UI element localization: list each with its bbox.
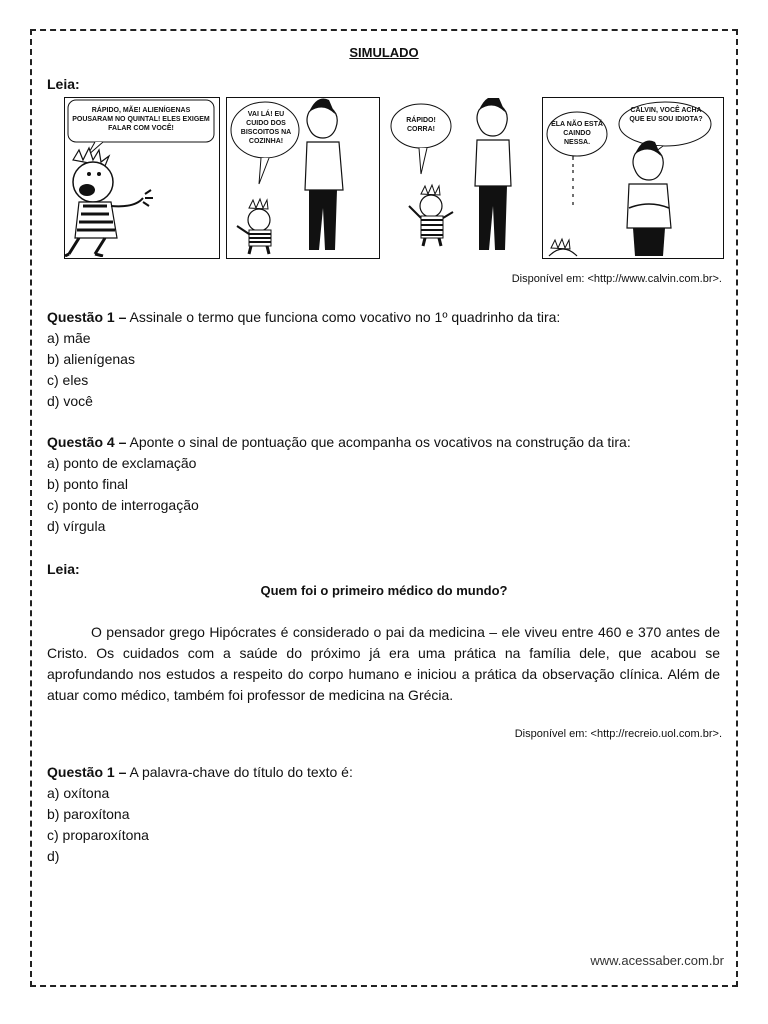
question-4-prompt (47, 432, 631, 453)
comic-balloon-3: RÁPIDO! CORRA! (406, 117, 436, 133)
question-4-option-a: a) ponto de exclamação (47, 455, 197, 471)
question-block-4 (47, 432, 631, 537)
read-label-1: Leia: (47, 76, 80, 92)
question-1b-prompt (47, 762, 353, 783)
source-citation-1: Disponível em: <http://www.calvin.com.br>. (511, 273, 722, 285)
read-label-2: Leia: (47, 561, 80, 577)
comic-balloon-4b: CALVIN, VOCÊ ACHA QUE EU SOU IDIOTA? (629, 107, 703, 123)
question-1-text: Assinale o termo que funciona como vocativo no 1º quadrinho da tira: (126, 309, 561, 325)
comic-strip (64, 97, 724, 261)
comic-balloon-4a: ELA NÃO ESTÁ CAINDO NESSA. (551, 121, 603, 146)
question-4-text: Aponte o sinal de pontuação que acompanha os vocativos na construção da tira: (126, 434, 631, 450)
question-1-prompt (47, 307, 560, 328)
comic-balloon-1: RÁPIDO, MÃE! ALIENÍGENAS POUSARAM NO QUINTAL! ELES EXIGEM FALAR COM VOCÊ! (72, 107, 210, 132)
question-4-option-b: b) ponto final (47, 476, 128, 492)
comic-panel-1 (64, 97, 220, 259)
question-1b-option-a: a) oxítona (47, 785, 110, 801)
comic-panel-4 (542, 97, 724, 259)
question-1-option-d: d) você (47, 393, 93, 409)
question-1-option-b: b) alienígenas (47, 351, 135, 367)
question-block-1 (47, 307, 560, 412)
question-4-number: Questão 4 – (47, 434, 127, 450)
question-1b-option-d: d) (47, 848, 60, 864)
source-citation-2: Disponível em: <http://recreio.uol.com.br>. (514, 728, 722, 740)
question-1-option-a: a) mãe (47, 330, 91, 346)
question-block-1b (47, 762, 353, 867)
text-paragraph: O pensador grego Hipócrates é considerado o pai da medicina – ele viveu entre 460 e 370 antes de Cristo. Os cuidados com a saúde do próximo já era uma prática na família dele, que acabou se aprofundando nos estudos a respeito do corpo humano e iniciou a prática da observação clínica. Além de atuar como médico, também foi professor de medicina na Grécia. (47, 624, 720, 703)
comic-panel-2 (226, 97, 380, 259)
page-title: SIMULADO (349, 45, 419, 60)
question-1b-number: Questão 1 – (47, 764, 127, 780)
question-1-option-c: c) eles (47, 372, 89, 388)
question-4-option-d: d) vírgula (47, 518, 106, 534)
question-1-number: Questão 1 – (47, 309, 127, 325)
question-4-option-c: c) ponto de interrogação (47, 497, 199, 513)
comic-balloon-2: VAI LÁ! EU CUIDO DOS BISCOITOS NA COZINHA! (240, 111, 292, 145)
footer-site-link[interactable]: www.acessaber.com.br (590, 953, 724, 968)
question-1b-option-c: c) proparoxítona (47, 827, 149, 843)
question-1b-text: A palavra-chave do título do texto é: (126, 764, 353, 780)
question-1b-option-b: b) paroxítona (47, 806, 130, 822)
text-title: Quem foi o primeiro médico do mundo? (260, 583, 508, 598)
comic-panel-3 (382, 97, 534, 259)
